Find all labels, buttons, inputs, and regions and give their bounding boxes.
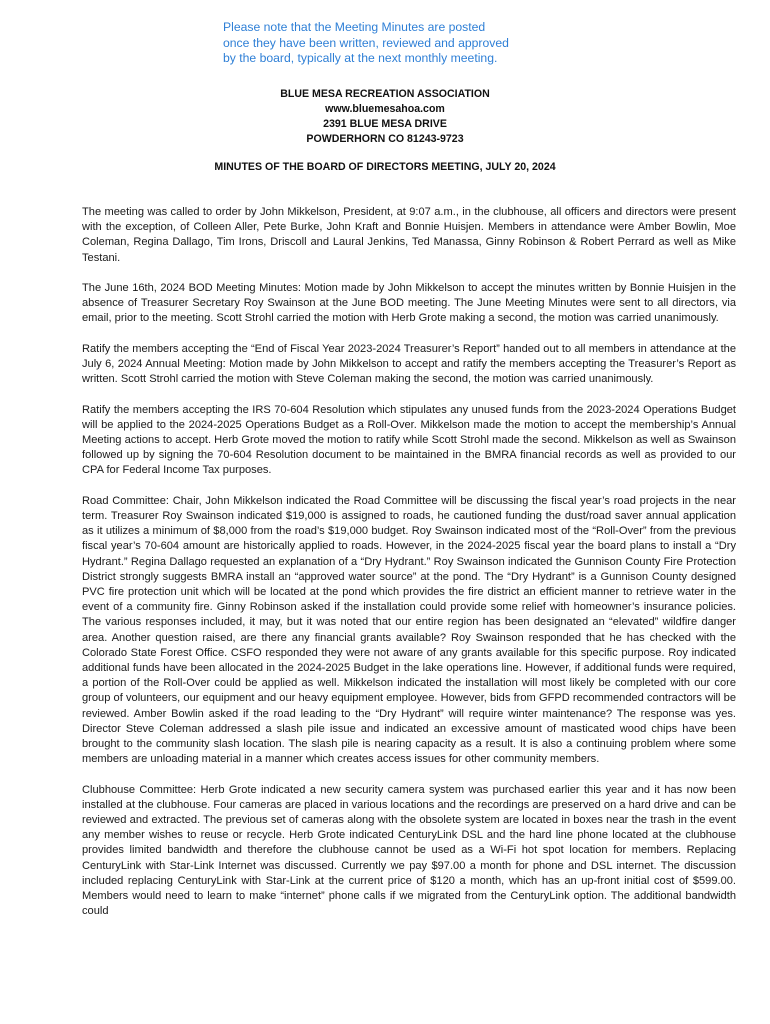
letterhead — [0, 87, 770, 147]
paragraph-june-minutes: The June 16th, 2024 BOD Meeting Minutes: Motion made by John Mikkelson to accept the minutes written by Bonnie Huisjen in the absence of Treasurer Secretary Roy Swainson at the June BOD meeting. The June Meeting Minutes were sent to all directors, via email, prior to the meeting. Scott Strohl carried the motion with Herb Grote making a second, the motion was carried unanimously. — [82, 282, 736, 325]
org-city: POWDERHORN CO 81243-9723 — [306, 133, 464, 145]
org-street: 2391 BLUE MESA DRIVE — [323, 118, 447, 130]
posting-notice — [223, 20, 553, 67]
paragraph-clubhouse-committee: Clubhouse Committee: Herb Grote indicated a new security camera system was purchased earlier this year and it has now been installed at the clubhouse. Four cameras are placed in various locations and the recordings are preserved on a hard drive and can be reviewed and extracted. The previous set of cameras along with the obsolete system are located in boxes near the trash in the event any member wishes to reuse or recycle. Herb Grote indicated CenturyLink DSL and the hard line phone located at the clubhouse provides limited bandwidth and therefore the clubhouse cannot be used as a Wi-Fi hot spot location for members. Replacing CenturyLink with Star-Link Internet was discussed. Currently we pay $97.00 a month for phone and DSL internet. The discussion included replacing CenturyLink with Star-Link at the current price of $120 a month, which has an up-front initial cost of $599.00. Members would need to learn to make “internet” phone calls if we migrated from the CenturyLink option. The additional bandwidth could — [82, 783, 736, 918]
notice-line: once they have been written, reviewed and approved — [223, 35, 509, 50]
notice-line: Please note that the Meeting Minutes are posted — [223, 20, 486, 34]
paragraph-call-to-order: The meeting was called to order by John Mikkelson, President, at 9:07 a.m., in the clubhouse, all officers and directors were present with the exception, of Colleen Aller, Pete Burke, John Kraft and Bonnie Huisjen. Members in attendance were Amber Bowlin, Moe Coleman, Regina Dallago, Tim Irons, Driscoll and Laural Jenkins, Ted Manassa, Ginny Robinson & Robert Perrard as well as Mike Testani. — [82, 206, 736, 264]
minutes-body — [82, 205, 736, 935]
paragraph-treasurer-report: Ratify the members accepting the “End of Fiscal Year 2023-2024 Treasurer’s Report” handed out to all members in attendance at the July 6, 2024 Annual Meeting: Motion made by John Mikkelson to accept and ratify the members accepting the Treasurer’s Report as written. Scott Strohl carried the motion with Steve Coleman making the second, the motion was carried unanimously. — [82, 342, 736, 386]
org-website: www.bluemesahoa.com — [325, 103, 445, 115]
document-title: MINUTES OF THE BOARD OF DIRECTORS MEETING, JULY 20, 2024 — [214, 161, 556, 173]
org-name: BLUE MESA RECREATION ASSOCIATION — [280, 88, 490, 100]
notice-line: by the board, typically at the next monthly meeting. — [223, 51, 498, 65]
paragraph-road-committee: Road Committee: Chair, John Mikkelson indicated the Road Committee will be discussing the fiscal year’s road projects in the near term. Treasurer Roy Swainson indicated $19,000 is assigned to roads, he cautioned funding the dust/road saver annual application as it utilizes a minimum of $8,000 from the road’s $19,000 budget. Roy Swainson indicated most of the “Roll-Over” from the previous fiscal year’s 70-604 amount are historically applied to roads. However, in the 2024-2025 fiscal year the board plans to install a “Dry Hydrant.” Regina Dallago requested an explanation of a “Dry Hydrant.” Roy Swainson indicated the Gunnison County Fire Protection District strongly suggests BMRA install an “approved water source” at the pond. The “Dry Hydrant” is a Gunnison County designed PVC fire protection unit which will be located at the pond which provides the fire district an efficient manner to retrieve water in the event of a community fire. Ginny Robinson asked if the installation could provide some relief with homeowner’s insurance policies. The various responses included, it may, but it was noted that our entire region has been designated an “elevated” wildfire danger area. Another question raised, are there any financial grants available? Roy Swainson responded that he has checked with the Colorado State Forest Office. CSFO responded they were not aware of any grants available for this specific purpose. Roy indicated additional funds have been allocated in the 2024-2025 Budget in the lake operations line. However, if additional funds were required, a portion of the Roll-Over could be applied as well. Mikkelson indicated the installation will most likely be completed with our core group of volunteers, our equipment and our heavy equipment employee. However, bids from GFPD recommended contractors will be reviewed. Amber Bowlin asked if the road leading to the “Dry Hydrant” will require winter maintenance? The response was yes. Director Steve Coleman addressed a slash pile issue and indicated an excessive amount of masticated wood chips have been brought to the community slash location. The slash pile is nearing capacity as a result. It is also a continuing problem where some members are unloading material in a manner which creates access issues for other community members. — [82, 494, 736, 766]
paragraph-irs-resolution: Ratify the members accepting the IRS 70-604 Resolution which stipulates any unused funds from the 2023-2024 Operations Budget will be applied to the 2024-2025 Operations Budget as a Roll-Over. Mikkelson made the motion to accept the membership’s Annual Meeting actions to accept. Herb Grote moved the motion to ratify while Scott Strohl made the second. Mikkelson as well as Swainson followed up by signing the 70-604 Resolution document to be maintained in the BMRA financial records as well as provided to our CPA for Federal Income Tax purposes. — [82, 403, 736, 477]
